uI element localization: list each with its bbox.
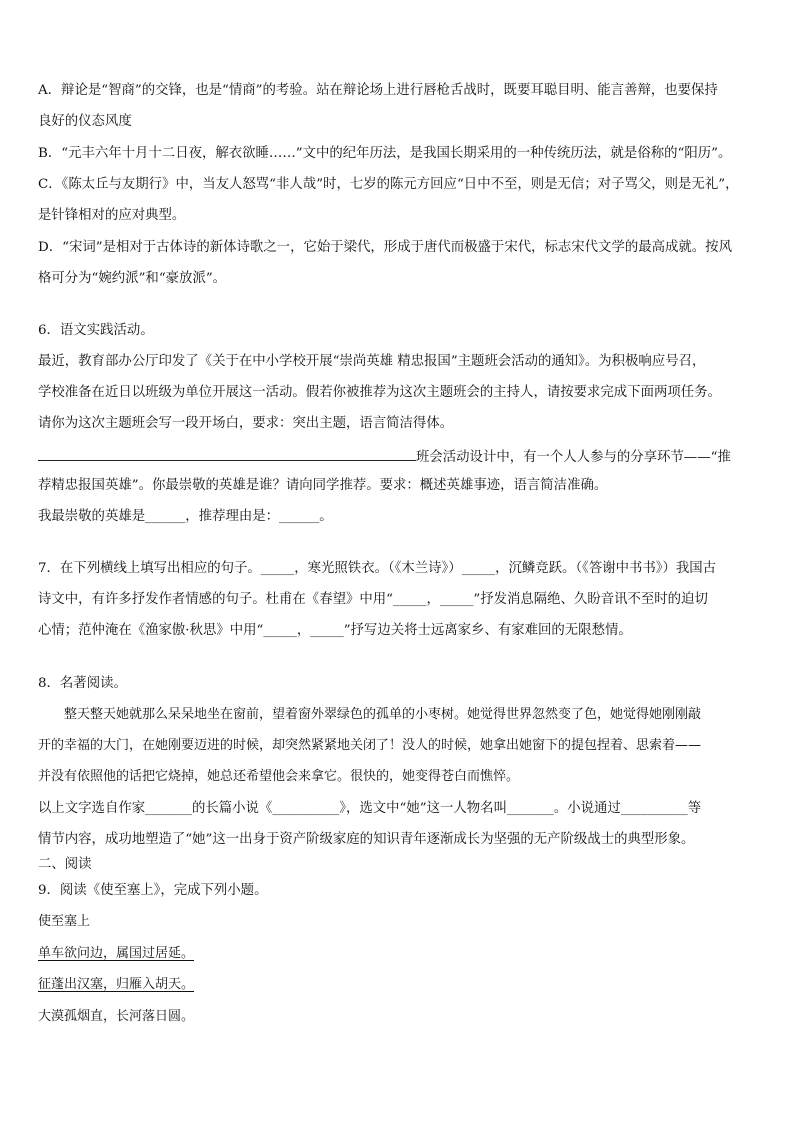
question-6-line-4	[38, 446, 731, 467]
excerpt-line-2: 开的幸福的大门，在她刚要迈进的时候，却突然紧紧地关闭了！没人的时候，她拿出她窗下的提包捏着、思索着——	[38, 738, 702, 753]
question-9-title: 9．阅读《使至塞上》，完成下列小题。	[38, 883, 268, 898]
question-7-line-1: 7．在下列横线上填写出相应的句子。_____，寒光照铁衣。（《木兰诗》）_____，沉鳞竞跃。（《答谢中书书》）我国古	[38, 561, 717, 576]
question-6-line-4-text: 班会活动设计中，有一个人人参与的分享环节——“推	[416, 450, 731, 465]
option-a-line-1: A．辩论是“智商”的交锋，也是“情商”的考验。站在辩论场上进行唇枪舌战时，既要耳聪目明、能言善辩，也要保持	[38, 83, 718, 98]
question-6-line-1: 最近，教育部办公厅印发了《关于在中小学校开展“崇尚英雄 精忠报国”主题班会活动的通知》。为积极响应号召，	[38, 354, 706, 369]
question-7-line-3: 心情；范仲淹在《渔家傲·秋思》中用“_____，_____”抒写边关将士远离家乡、有家难回的无限愁情。	[38, 623, 632, 638]
question-6-line-5: 荐精忠报国英雄”。你最崇敬的英雄是谁？请向同学推荐。要求：概述英雄事迹，语言简洁准确。	[38, 478, 608, 493]
option-a-line-2: 良好的仪态风度	[38, 114, 132, 129]
question-7-line-2: 诗文中，有许多抒发作者情感的句子。杜甫在《春望》中用“_____，_____”抒发消息隔绝、久盼音讯不至时的迫切	[38, 592, 708, 607]
answer-blank-line	[38, 446, 416, 461]
poem-line-1: 单车欲问边，属国过居延。	[38, 946, 195, 961]
option-d-line-1: D．“宋词”是相对于古体诗的新体诗歌之一，它始于梁代，形成于唐代而极盛于宋代，标志宋代文学的最高成就。按风	[38, 240, 732, 255]
question-6-line-6: 我最崇敬的英雄是______，推荐理由是：______。	[38, 509, 333, 524]
question-6-line-3: 请你为这次主题班会写一段开场白，要求：突出主题，语言简洁得体。	[38, 416, 454, 431]
question-6-title: 6．语文实践活动。	[38, 323, 154, 338]
option-b-line: B．“元丰六年十月十二日夜，解衣欲睡……”文中的纪年历法，是我国长期采用的一种传统历法，就是俗称的“阳历”。	[38, 146, 732, 161]
question-8-title: 8．名著阅读。	[38, 676, 127, 691]
question-8-line-2: 情节内容，成功地塑造了“她”这一出身于资产阶级家庭的知识青年逐渐成长为坚强的无产阶级战士的典型形象。	[38, 832, 695, 847]
section-heading: 二、阅读	[38, 857, 92, 872]
question-6-line-2: 学校准备在近日以班级为单位开展这一活动。假若你被推荐为这次主题班会的主持人，请按要求完成下面两项任务。	[38, 385, 721, 400]
option-c-line-1: C．《陈太丘与友期行》中，当友人怒骂“非人哉”时，七岁的陈元方回应“日中不至，则是无信；对子骂父，则是无礼”，	[38, 177, 739, 192]
option-d-line-2: 格可分为“婉约派”和“豪放派”。	[38, 271, 227, 286]
poem-line-3: 大漠孤烟直，长河落日圆。	[38, 1009, 195, 1024]
poem-title: 使至塞上	[38, 914, 91, 929]
excerpt-line-1: 整天整天她就那么呆呆地坐在窗前，望着窗外翠绿色的孤单的小枣树。她觉得世界忽然变了色，她觉得她刚刚敲	[64, 707, 702, 722]
question-8-line-1: 以上文字选自作家_______的长篇小说《__________》，选文中“她”这一人物名叫_______。小说通过__________等	[38, 801, 702, 816]
excerpt-line-3: 并没有依照他的话把它烧掉，她总还希望他会来拿它。很快的，她变得苍白而憔悴。	[38, 769, 520, 784]
option-c-line-2: 是针锋相对的应对典型。	[38, 208, 186, 223]
poem-line-2: 征蓬出汉塞，归雁入胡天。	[38, 977, 195, 992]
